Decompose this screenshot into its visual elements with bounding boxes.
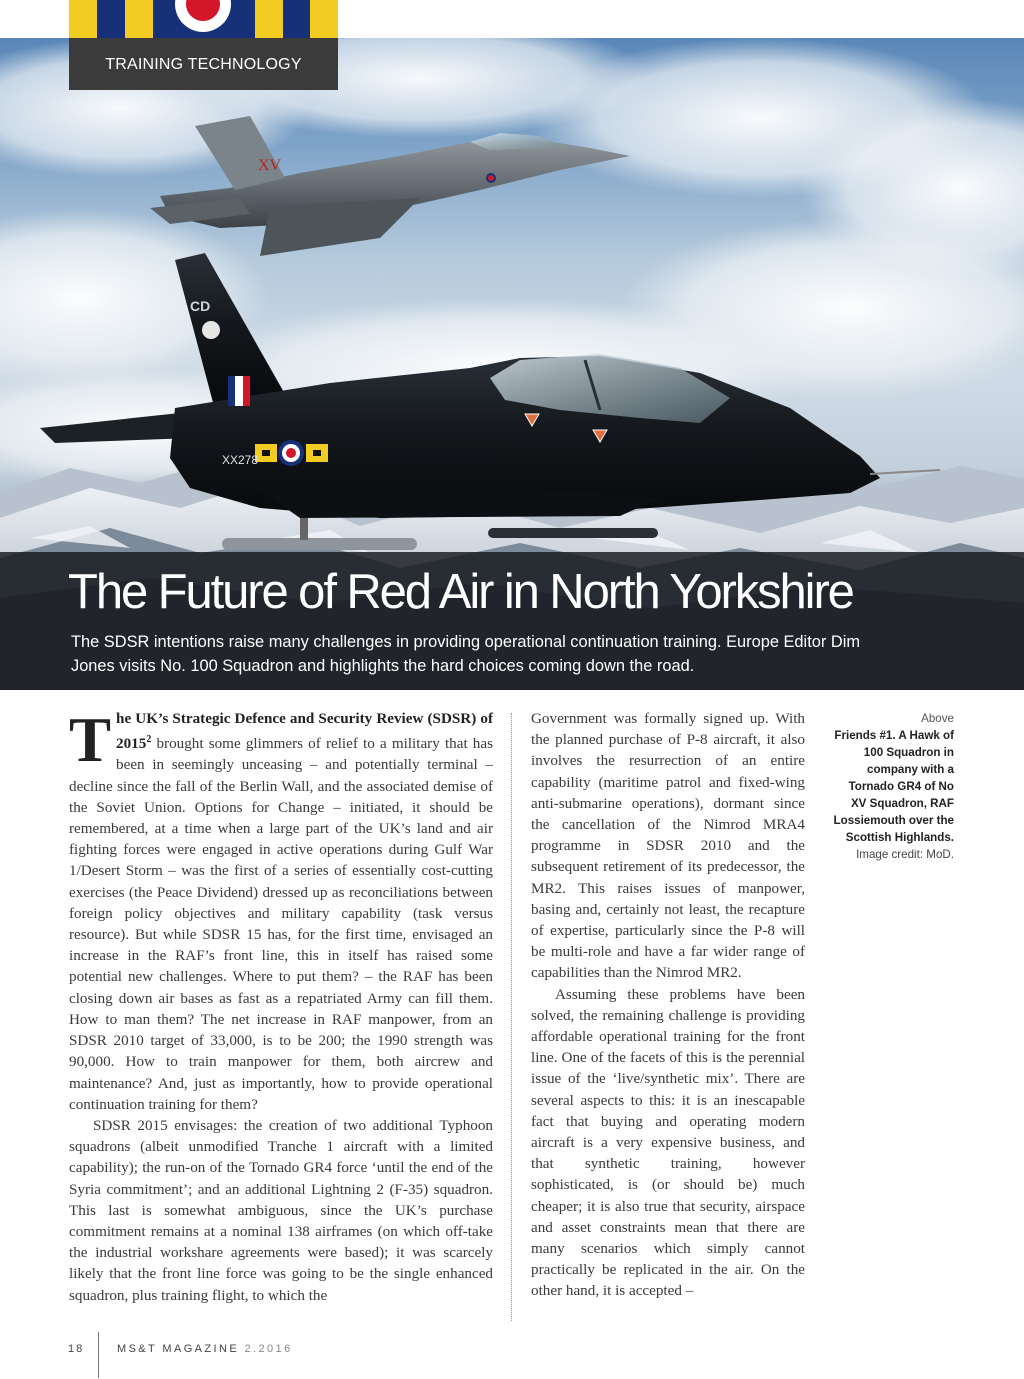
hawk-serial: XX278 (222, 453, 259, 467)
drop-cap: T (69, 705, 112, 775)
body-column-2 (531, 708, 805, 1302)
issue-number: 2.2016 (244, 1343, 293, 1355)
standfirst (71, 630, 871, 678)
body-paragraph-1 (69, 705, 493, 1115)
body-column-1 (69, 705, 493, 1306)
column-divider (511, 713, 512, 1321)
footnote-ref: 2 (146, 734, 152, 746)
lead-in: he UK’s Strategic Defence and Security Review (SDSR) of 2015 (116, 710, 493, 753)
body-paragraph-4: Assuming these problems have been solved, the remaining challenge is providing affordable operational training for the front line. One of the facets of this is the perennial issue of the ‘live/synthetic mix’. There are several aspects to this: it is an inescapable fact that buying and operating modern aircraft is a very expensive business, and that synthetic training, however sophisticated, is (or should be) much cheaper; it is also true that security, airspace and asset constraints mean that there are many scenarios which simply cannot practically be replicated in the air. On the other hand, it is accepted – (531, 985, 805, 1300)
section-label: TRAINING TECHNOLOGY (105, 56, 302, 73)
magazine-title: MS&T MAGAZINE (117, 1343, 240, 1355)
raf-roundel-icon (69, 0, 338, 38)
page-number: 18 (68, 1343, 85, 1355)
caption-label: Above (921, 712, 954, 725)
image-credit: Image credit: MoD. (856, 848, 954, 861)
body-paragraph-2: SDSR 2015 envisages: the creation of two additional Typhoon squadrons (albeit unmodified Tranche 1 aircraft with a limited capability); the run-on of the Tornado GR4 force ‘until the end of the Syria commitment’; and an additional Lightning 2 (F-35) squadron. This last is somewhat ambiguous, since the UK’s purchase commitment remains at a nominal 138 airframes (on which off-take the industrial workshare agreements were based); it was scarcely likely that the front line force was going to be the single enhanced squadron, plus training flight, to which the (69, 1116, 493, 1304)
hawk-tail-code: CD (190, 298, 211, 314)
standfirst-text-end: visits No. 100 Squadron and highlights the hard choices coming down the road. (114, 657, 695, 675)
author-byline: Dim Jones (71, 633, 861, 675)
tornado-tail-code: XV (258, 157, 282, 174)
article-title: The Future of Red Air in North Yorkshire (68, 565, 853, 619)
magazine-name (117, 1343, 293, 1355)
section-tab (69, 38, 338, 90)
standfirst-text: The SDSR intentions raise many challenges in providing operational continuation training. Europe Editor (71, 633, 831, 651)
body-paragraph-3: Government was formally signed up. With the planned purchase of P-8 aircraft, it also involves the resurrection of an entire capability (maritime patrol and fixed-wing anti-submarine operations), dormant since the cancellation of the Nimrod MRA4 programme in SDSR 2010 and the subsequent retirement of its predecessor, the MR2. This raises issues of manpower, basing and, certainly not least, the recapture of expertise, particularly since the P-8 will be multi-role and have a far wider range of capabilities than the Nimrod MR2. (531, 710, 805, 982)
photo-caption (830, 710, 954, 863)
paragraph-1-text: brought some glimmers of relief to a military that has been in seemingly unceasing – and potentially terminal – decline since the fall of the Berlin Wall, and the associated demise of the Soviet Union. Options for Change – initiated, it should be remembered, at a time when a large part of the UK’s land and air fighting forces were engaged in active operations during Gulf War 1/Desert Storm – was the first of a series of essentially cost-cutting exercises (the Peace Dividend) dressed up as reconciliations between foreign policy objectives and military capability (task versus resource). But while SDSR 15 has, for the first time, envisaged an increase in the RAF’s front line, this in itself has raised some potential new challenges. Where to put them? – the RAF has been closing down air bases as fast as a repatriated Army can fill them. How to man them? The net increase in RAF manpower, from an SDSR 2010 target of 33,000, is to be 200; the 1990 strength was 90,000. How to train manpower for them, both aircrew and maintenance? And, just as importantly, how to provide operational continuation training for them? (69, 735, 493, 1113)
roundel-banner (69, 0, 338, 38)
footer-divider (98, 1332, 99, 1378)
caption-text: Friends #1. A Hawk of 100 Squadron in company with a Tornado GR4 of No XV Squadron, RAF Lossiemouth over the Scottish Highlands. (833, 729, 954, 844)
